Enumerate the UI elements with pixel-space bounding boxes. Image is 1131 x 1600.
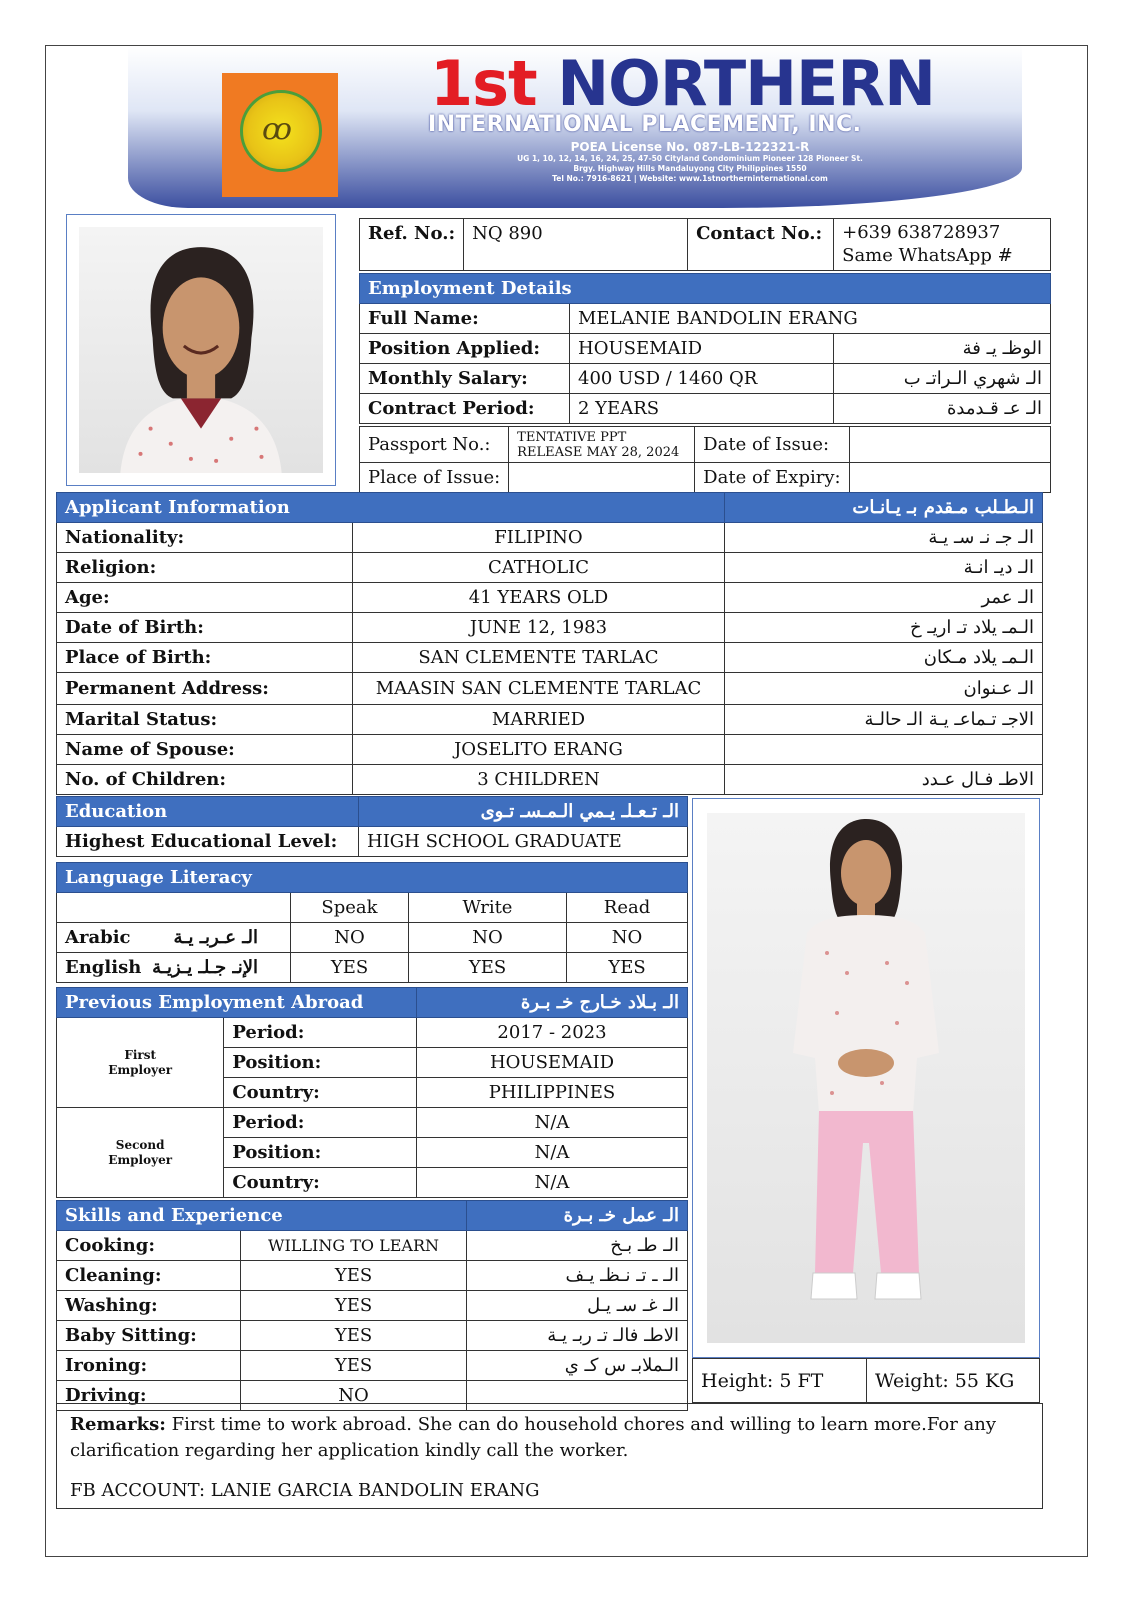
applicant-row [57,613,1043,643]
language-label [57,953,291,983]
read-value: NO [567,923,688,953]
applicant-value: MARRIED [353,705,725,735]
issue-date-value [849,427,1050,463]
read-value: YES [567,953,688,983]
remarks-box [56,1403,1043,1509]
skill-row [57,1321,688,1351]
language-arabic: الـ عـربـ يـة [173,927,258,948]
applicant-row [57,765,1043,795]
company-name-prefix: 1st [430,47,537,120]
applicant-label: Place of Birth: [57,643,353,673]
applicant-arabic: الـمـ يلاد مـكان [725,643,1043,673]
skill-row [57,1351,688,1381]
skill-arabic: الاطـ فالـ تـ ربـ يـة [467,1321,688,1351]
employment-row [360,334,1051,364]
country-label: Country: [224,1078,417,1108]
fb-account: FB ACCOUNT: LANIE GARCIA BANDOLIN ERANG [70,1480,540,1501]
remarks-label: Remarks: [70,1414,166,1435]
address-text-2: Brgy. Highway Hills Mandaluyong City Philippines 1550 [573,164,807,173]
applicant-arabic: الـ جـ نـ سـ يـة [725,523,1043,553]
country-value: PHILIPPINES [417,1078,688,1108]
language-arabic: الإنـ جـلـ يـزيـة [152,957,258,978]
write-value: NO [409,923,567,953]
passport-label: Passport No.: [360,427,509,463]
applicant-label: Age: [57,583,353,613]
skill-arabic: الـ غـ سـ يـل [467,1291,688,1321]
skill-label: Ironing: [57,1351,241,1381]
position-label: Position: [224,1048,417,1078]
skill-label: Cleaning: [57,1261,241,1291]
passport-value-line1: TENTATIVE PPT [517,429,627,445]
body-metrics-table [692,1358,1040,1403]
employment-label: Monthly Salary: [360,364,570,394]
skill-row [57,1261,688,1291]
applicant-arabic: الـ عمر [725,583,1043,613]
employment-row [360,394,1051,424]
applicant-arabic: الاجـ تـماعـ يـة الـ حالـة [725,705,1043,735]
skill-value: YES [241,1321,467,1351]
expiry-date-value [849,463,1050,493]
education-table [56,796,688,857]
company-name-main: NORTHERN [557,47,935,120]
skill-row [57,1231,688,1261]
applicant-value: MAASIN SAN CLEMENTE TARLAC [353,673,725,705]
place-of-issue-label: Place of Issue: [360,463,509,493]
place-of-issue-value [509,463,695,493]
education-header: Education [57,797,359,827]
applicant-row [57,523,1043,553]
employment-value: 2 YEARS [570,394,834,424]
applicant-photo-portrait [66,214,336,486]
issue-date-label: Date of Issue: [695,427,849,463]
applicant-arabic: الـ ديـ انـة [725,553,1043,583]
education-label: Highest Educational Level: [57,827,359,857]
portrait-figure [79,227,323,473]
applicant-value: JOSELITO ERANG [353,735,725,765]
employment-row [360,364,1051,394]
contact-text: Tel No.: 7916-8621 | Website: www.1stnortherninternational.com [552,174,828,183]
employment-label: Contract Period: [360,394,570,424]
fullbody-figure [707,813,1025,1343]
skill-value: YES [241,1261,467,1291]
applicant-label: No. of Children: [57,765,353,795]
language-header: Language Literacy [57,863,688,893]
passport-value [509,427,695,463]
col-speak: Speak [291,893,409,923]
skills-header-arabic: الـ عمل خـ بـرة [467,1201,688,1231]
applicant-value: 3 CHILDREN [353,765,725,795]
applicant-table [56,492,1043,795]
ref-label: Ref. No.: [360,219,464,271]
previous-header-arabic: الـ بـلاد خـارج خـ بـرة [417,988,688,1018]
speak-value: NO [291,923,409,953]
employment-arabic: الـ شهري الـراتـ ب [834,364,1051,394]
skill-value: NO [241,1381,467,1411]
language-row [57,923,688,953]
country-label: Country: [224,1168,417,1198]
col-read: Read [567,893,688,923]
company-name [430,47,935,120]
logo-mark-icon: ꝏ [262,112,292,147]
passport-value-line2: RELEASE MAY 28, 2024 [517,444,680,460]
employment-label: Full Name: [360,304,570,334]
skill-value: YES [241,1351,467,1381]
license-text: POEA License No. 087-LB-122321-R [570,140,810,154]
period-label: Period: [224,1018,417,1048]
language-corner [57,893,291,923]
applicant-label: Nationality: [57,523,353,553]
remarks-body: First time to work abroad. She can do household chores and willing to learn more.For any clarification regarding her application kindly call the worker. [70,1414,997,1461]
skill-value: WILLING TO LEARN [241,1231,467,1261]
first-employer-label [57,1018,224,1108]
company-info [440,140,940,184]
skill-arabic: الـ طـ بـخ [467,1231,688,1261]
employment-header: Employment Details [360,274,1051,304]
contact-number: +639 638728937 [842,222,1001,243]
applicant-row [57,583,1043,613]
expiry-date-label: Date of Expiry: [695,463,849,493]
skill-arabic: الـ ـ تـ نـظـ يـف [467,1261,688,1291]
skill-label: Baby Sitting: [57,1321,241,1351]
employment-value: 400 USD / 1460 QR [570,364,834,394]
applicant-photo-fullbody [692,798,1040,1358]
employment-arabic: الـ عـ قـدمدة [834,394,1051,424]
applicant-label: Date of Birth: [57,613,353,643]
skills-header: Skills and Experience [57,1201,467,1231]
language-name: Arabic [65,927,131,948]
period-value: 2017 - 2023 [417,1018,688,1048]
ref-value: NQ 890 [464,219,688,271]
height-value: Height: 5 FT [693,1359,867,1403]
weight-value: Weight: 55 KG [867,1359,1040,1403]
applicant-value: 41 YEARS OLD [353,583,725,613]
previous-employment-table [56,987,688,1198]
employment-table [359,273,1051,424]
employer-row [57,1018,688,1048]
employer-name-line2: Employer [108,1062,173,1077]
skill-value: YES [241,1291,467,1321]
language-label [57,923,291,953]
applicant-value: JUNE 12, 1983 [353,613,725,643]
employment-arabic: الوظـ يـ فة [834,334,1051,364]
position-label: Position: [224,1138,417,1168]
ref-table [359,218,1051,271]
applicant-value: CATHOLIC [353,553,725,583]
skill-label: Cooking: [57,1231,241,1261]
skill-label: Driving: [57,1381,241,1411]
applicant-arabic: الـمـ يلاد تـ اريـ خ [725,613,1043,643]
applicant-header-arabic: الـطـلب مـقدم بـ يـانـات [725,493,1043,523]
remarks-text [70,1412,1029,1464]
position-value: HOUSEMAID [417,1048,688,1078]
employment-row [360,304,1051,334]
col-write: Write [409,893,567,923]
applicant-arabic: الاطـ فـال عـدد [725,765,1043,795]
employer-name-line1: First [124,1047,157,1062]
employer-row [57,1108,688,1138]
education-header-arabic: الـ تـعـلـ يـمي الـمـسـ تـوى [359,797,688,827]
applicant-header: Applicant Information [57,493,725,523]
applicant-label: Name of Spouse: [57,735,353,765]
applicant-arabic [725,735,1043,765]
language-row [57,953,688,983]
employment-label: Position Applied: [360,334,570,364]
previous-header: Previous Employment Abroad [57,988,417,1018]
skill-row [57,1291,688,1321]
employment-value: MELANIE BANDOLIN ERANG [570,304,1051,334]
applicant-label: Permanent Address: [57,673,353,705]
applicant-value: SAN CLEMENTE TARLAC [353,643,725,673]
speak-value: YES [291,953,409,983]
applicant-row [57,673,1043,705]
contact-value [834,219,1051,271]
applicant-label: Marital Status: [57,705,353,735]
position-value: N/A [417,1138,688,1168]
applicant-row [57,553,1043,583]
country-value: N/A [417,1168,688,1198]
skill-arabic: الـملابـ س كـ ي [467,1351,688,1381]
applicant-label: Religion: [57,553,353,583]
passport-table [359,426,1051,493]
contact-note: Same WhatsApp # [842,245,1013,266]
language-table [56,862,688,983]
education-value: HIGH SCHOOL GRADUATE [359,827,688,857]
address-text: UG 1, 10, 12, 14, 16, 24, 25, 47-50 Cityland Condominium Pioneer 128 Pioneer St. [517,154,863,163]
applicant-row [57,643,1043,673]
applicant-row [57,705,1043,735]
period-label: Period: [224,1108,417,1138]
write-value: YES [409,953,567,983]
applicant-row [57,735,1043,765]
period-value: N/A [417,1108,688,1138]
skill-label: Washing: [57,1291,241,1321]
contact-label: Contact No.: [688,219,834,271]
language-name: English [65,957,142,978]
employment-value: HOUSEMAID [570,334,834,364]
company-subtitle: INTERNATIONAL PLACEMENT, INC. [428,112,862,137]
applicant-value: FILIPINO [353,523,725,553]
skills-table [56,1200,688,1411]
employer-name-line1: Second [115,1137,165,1152]
applicant-arabic: الـ عـنوان [725,673,1043,705]
second-employer-label [57,1108,224,1198]
employer-name-line2: Employer [108,1152,173,1167]
